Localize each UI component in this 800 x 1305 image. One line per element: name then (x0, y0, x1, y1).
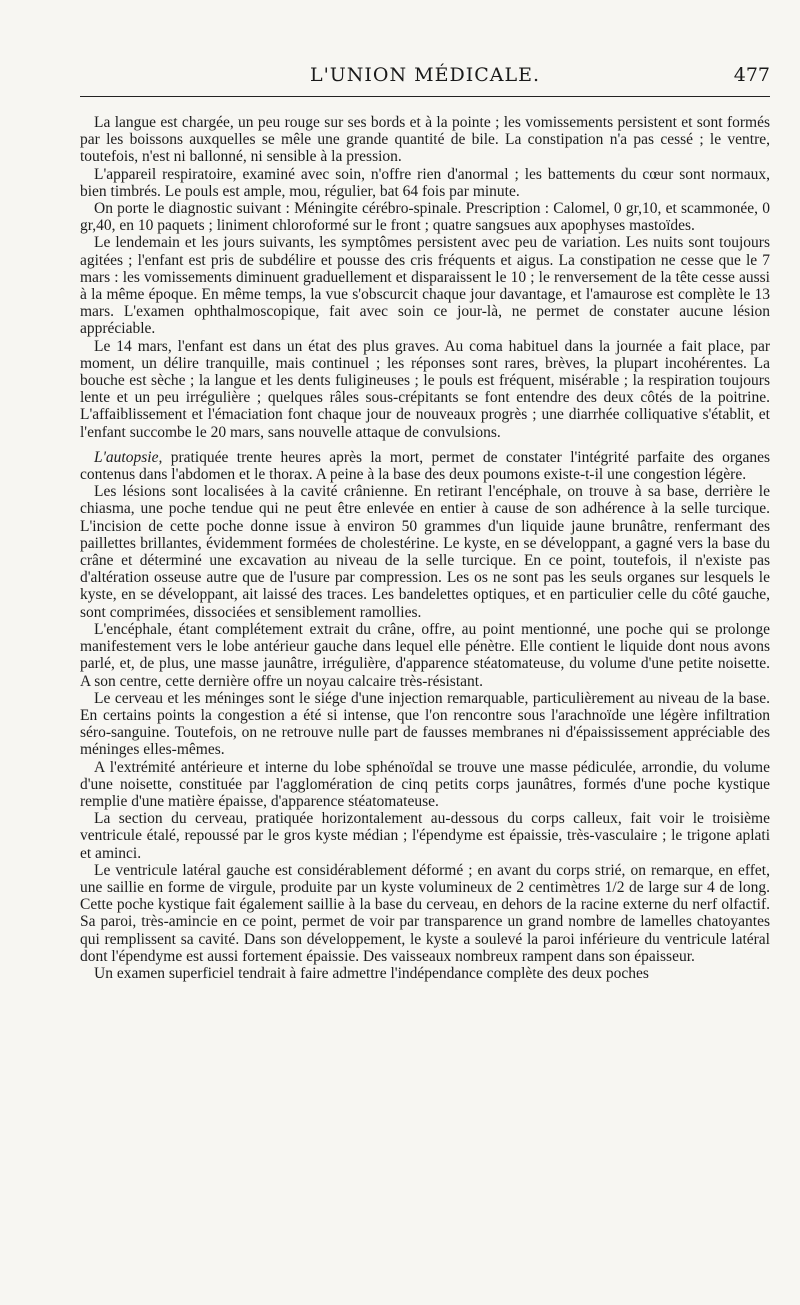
paragraph: On porte le diagnostic suivant : Méningite cérébro-spinale. Prescription : Calomel, 0 gr,10, et scammonée, 0 gr,40, en 10 paquets ; liniment chloroformé sur le front ; quatre sangsues aux apophyses mastoïdes. (80, 200, 770, 235)
paragraph: A l'extrémité antérieure et interne du lobe sphénoïdal se trouve une masse pédiculée, arrondie, du volume d'une noisette, constituée par l'agglomération de cinq petits corps jaunâtres, formés d'une poche kystique remplie d'une matière épaisse, d'apparence stéatomateuse. (80, 758, 770, 810)
paragraph: Le cerveau et les méninges sont le siége d'une injection remarquable, particulièrement au niveau de la base. En certains points la congestion a été si intense, que l'on rencontre sous l'arachnoïde une légère infiltration séro-sanguine. Toutefois, on ne retrouve nulle part de fausses membranes ni d'épaississement appréciable des méninges elles-mêmes. (80, 689, 770, 759)
page-header (80, 60, 770, 100)
paragraph: Le ventricule latéral gauche est considérablement déformé ; en avant du corps strié, on remarque, en effet, une saillie en forme de virgule, produite par un kyste volumineux de 2 centimètres 1/2 de large sur 4 de long. Cette poche kystique fait également saillie à la base du cerveau, en dehors de la racine externe du nerf olfactif. Sa paroi, très-amincie en ce point, permet de voir par transparence un grand nombre de lamelles chatoyantes qui remplissent sa cavité. Dans son développement, le kyste a soulevé la paroi inférieure du ventricule latéral dont l'épendyme est aussi fortement épaissie. Des vaisseaux nombreux rampent dans son épaisseur. (80, 861, 770, 965)
body-text (80, 114, 770, 982)
paragraph: Le lendemain et les jours suivants, les symptômes persistent avec peu de variation. Les nuits sont toujours agitées ; l'enfant est pris de subdélire et pousse des cris fréquents et aigus. La constipation ne cesse que le 7 mars : les vomissements diminuent graduellement et disparaissent le 10 ; le renversement de la tête cesse aussi à la même époque. En même temps, la vue s'obscurcit chaque jour davantage, et l'amaurose est complète le 13 mars. L'examen ophthalmoscopique, fait avec soin ce jour-là, ne permet de constater aucune lésion appréciable. (80, 234, 770, 338)
paragraph: L'appareil respiratoire, examiné avec soin, n'offre rien d'anormal ; les battements du cœur sont normaux, bien timbrés. Le pouls est ample, mou, régulier, bat 64 fois par minute. (80, 165, 770, 200)
paragraph-text: pratiquée trente heures après la mort, permet de constater l'intégrité parfaite des organes contenus dans l'abdomen et le thorax. A peine à la base des deux poumons existe-t-il une congestion légère. (80, 448, 771, 484)
paragraph: Un examen superficiel tendrait à faire admettre l'indépendance complète des deux poches (94, 964, 649, 982)
paragraph: L'encéphale, étant complétement extrait du crâne, offre, au point mentionné, une poche qui se prolonge manifestement vers le lobe antérieur gauche dans lequel elle pénètre. Elle contient le liquide dont nous avons parlé, et, de plus, une masse jaunâtre, irrégulière, d'apparence stéatomateuse, du volume d'une petite noisette. A son centre, cette dernière offre un noyau calcaire très-résistant. (80, 620, 770, 690)
header-rule (80, 96, 770, 97)
page-number: 477 (733, 64, 770, 86)
journal-title: L'UNION MÉDICALE. (309, 64, 541, 86)
autopsie-lead: L'autopsie, (94, 448, 163, 466)
paragraph: Les lésions sont localisées à la cavité crânienne. En retirant l'encéphale, on trouve à sa base, derrière le chiasma, une poche tendue qui ne peut être enlevée en entier à cause de son adhérence à la selle turcique. L'incision de cette poche donne issue à environ 50 grammes d'un liquide jaune brunâtre, renfermant des paillettes brillantes, évidemment formées de cholestérine. Le kyste, en se développant, a gagné vers la base du crâne et déterminé une excavation au niveau de la selle turcique. En ce point, toutefois, il n'existe pas d'altération osseuse autre que de l'usure par compression. Les os ne sont pas les seuls organes sur lesquels le kyste, en se développant, ait laissé des traces. Les bandelettes optiques, et en particulier celle du côté gauche, sont comprimées, dissociées et sensiblement ramollies. (80, 483, 770, 621)
paragraph: La langue est chargée, un peu rouge sur ses bords et à la pointe ; les vomissements persistent et sont formés par les boissons auxquelles se mêle une grande quantité de bile. La constipation n'a pas cessé ; le ventre, toutefois, n'est ni ballonné, ni sensible à la pression. (80, 114, 770, 166)
paragraph: Le 14 mars, l'enfant est dans un état des plus graves. Au coma habituel dans la journée a fait place, par moment, un délire tranquille, mais continuel ; les réponses sont rares, brèves, la plupart incohérentes. La bouche est sèche ; la langue et les dents fuligineuses ; le pouls est fréquent, misérable ; la respiration toujours lente et un peu irrégulière ; quelques râles sous-crépitants se font entendre des deux côtés de la poitrine. L'affaiblissement et l'émaciation font chaque jour de nouveaux progrès ; une diarrhée colliquative s'établit, et l'enfant succombe le 20 mars, sans nouvelle attaque de convulsions. (80, 337, 770, 441)
paragraph-autopsie (80, 449, 770, 483)
paragraph: La section du cerveau, pratiquée horizontalement au-dessous du corps calleux, fait voir le troisième ventricule étalé, repoussé par le gros kyste médian ; l'épendyme est épaissie, très-vasculaire ; le trigone aplati et aminci. (80, 810, 770, 862)
